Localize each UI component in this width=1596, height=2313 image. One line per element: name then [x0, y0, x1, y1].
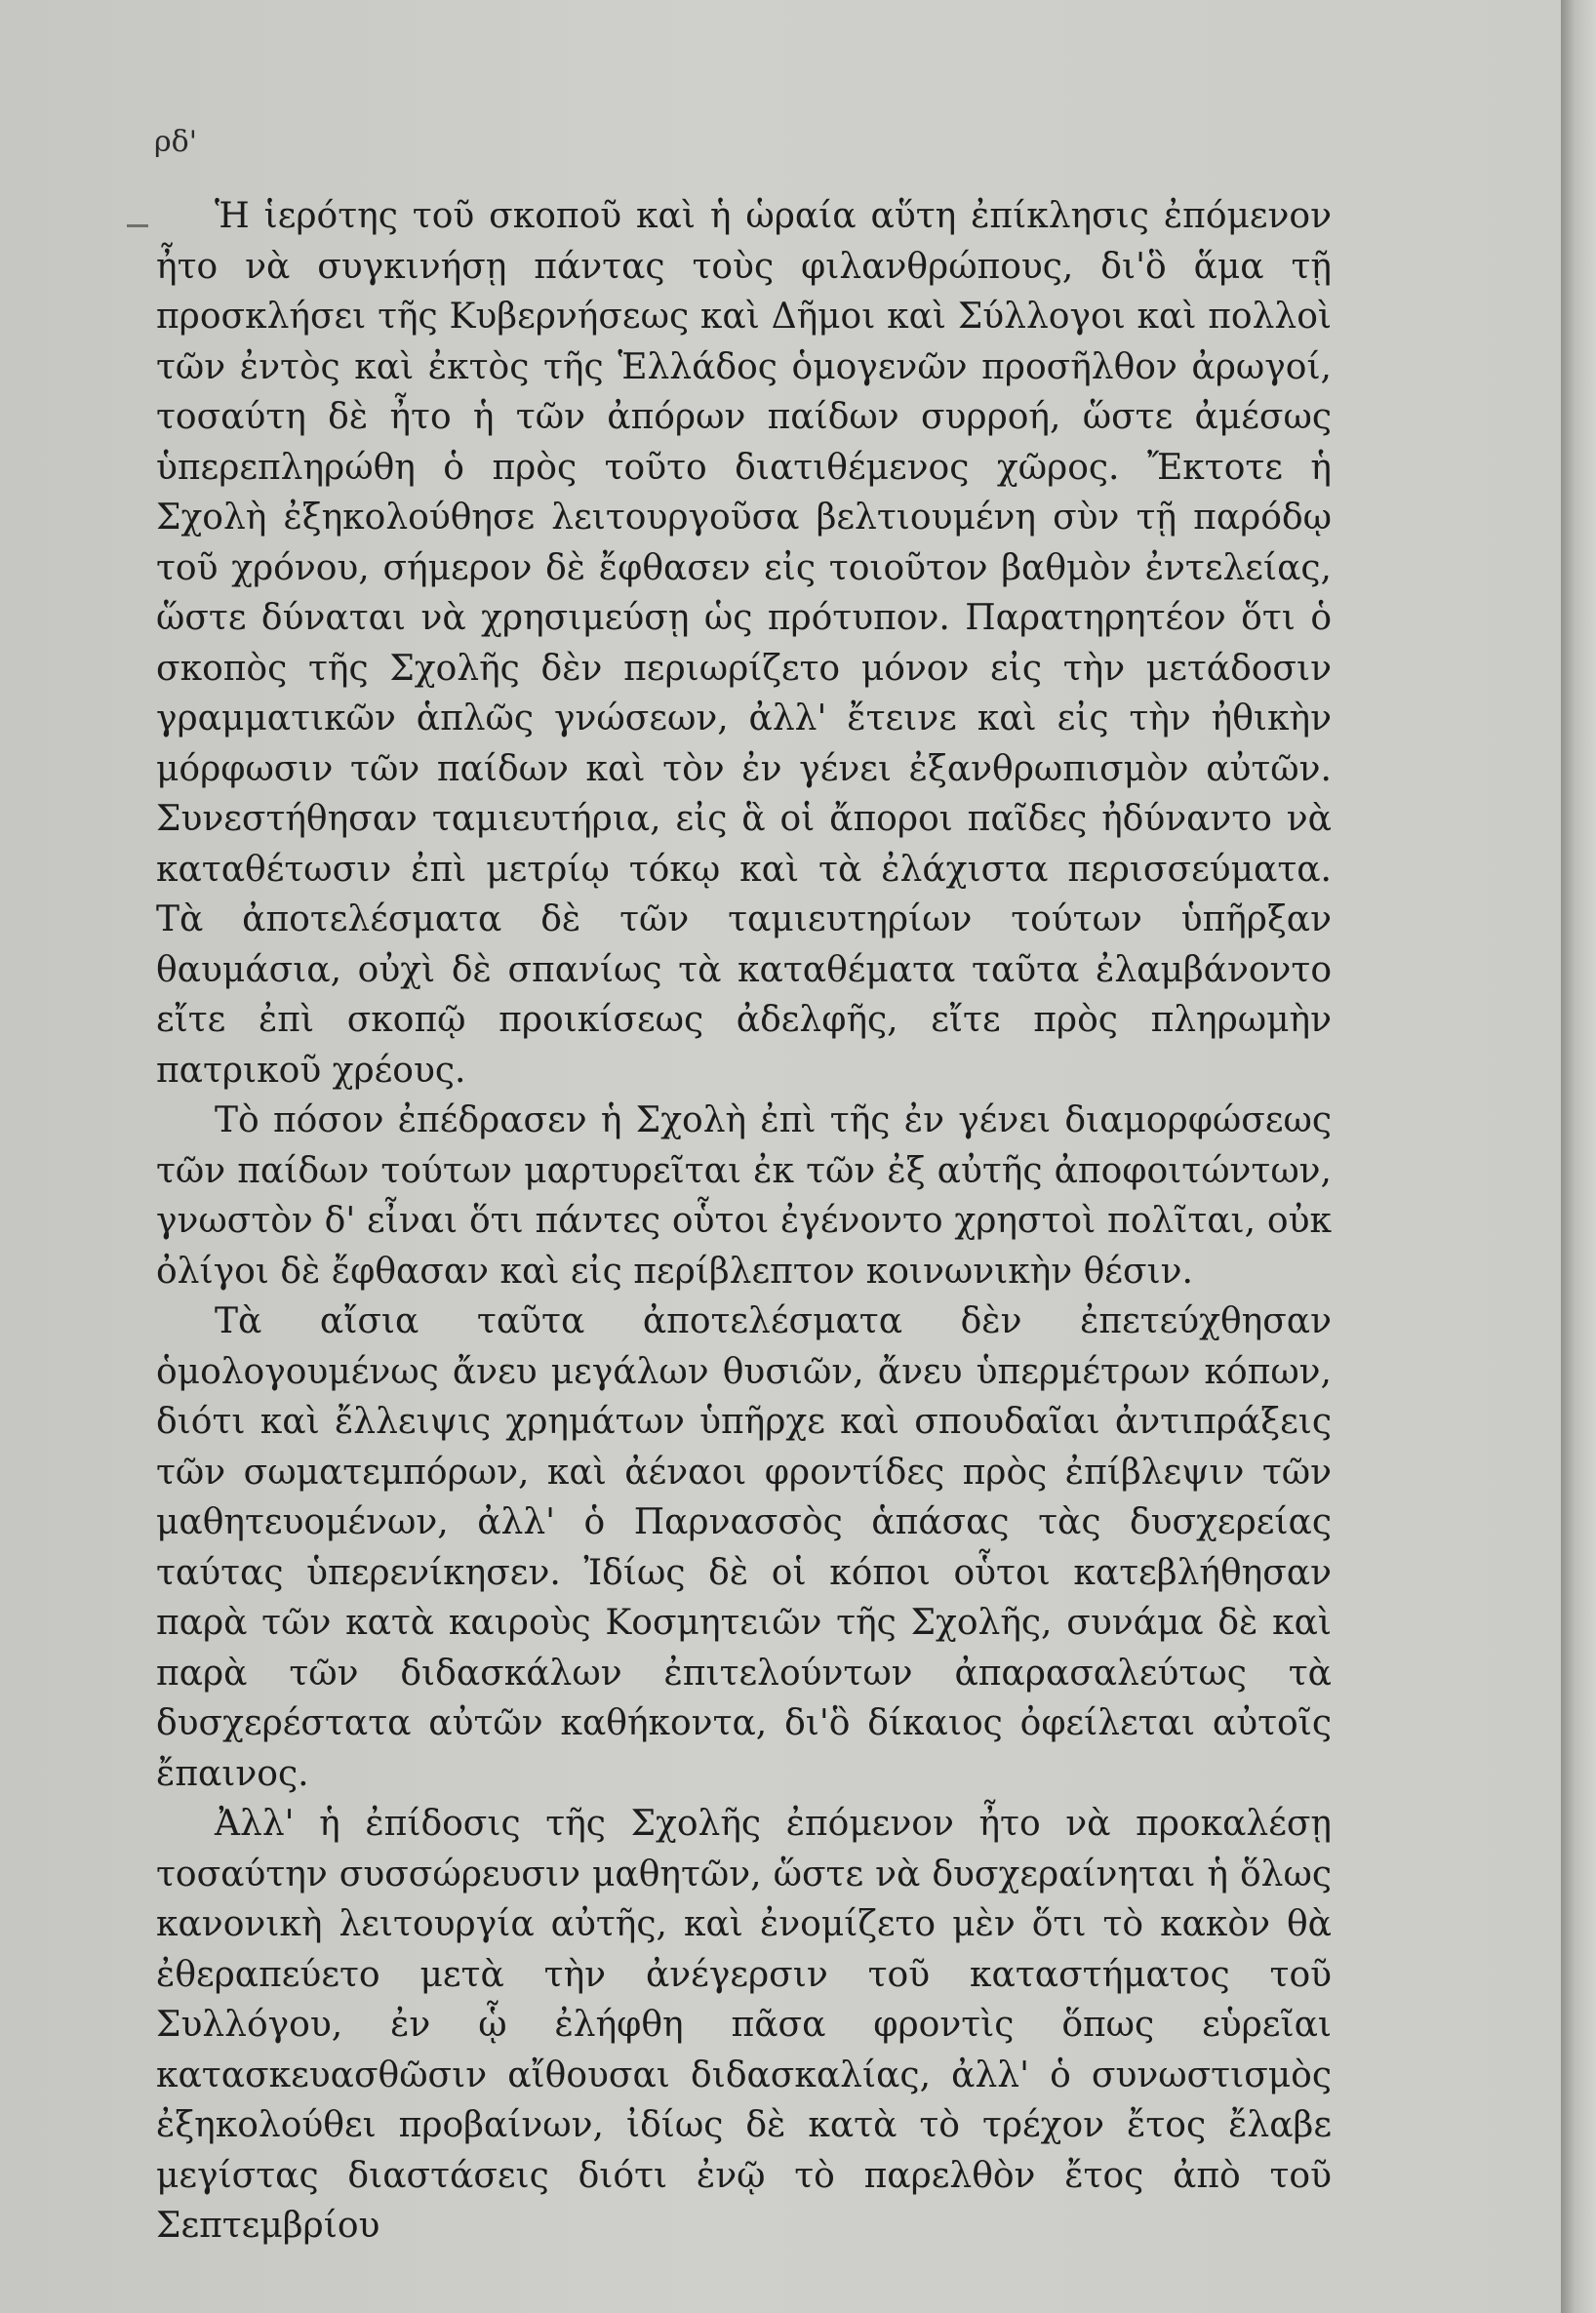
page-edge-shadow	[1561, 0, 1596, 2313]
paragraph-2: Τὸ πόσον ἐπέδρασεν ἡ Σχολὴ ἐπὶ τῆς ἐν γένει διαμορφώσεως τῶν παίδων τούτων μαρτυρεῖται ἐκ τῶν ἐξ αὐτῆς ἀποφοιτώντων, γνωστὸν δ' εἶναι ὅτι πάντες οὗτοι ἐγένοντο χρηστοὶ πολῖται, οὐκ ὀλίγοι δὲ ἔφθασαν καὶ εἰς περίβλεπτον κοινωνικὴν θέσιν.	[156, 1100, 1332, 1292]
paragraph-1: Ἡ ἱερότης τοῦ σκοποῦ καὶ ἡ ὡραία αὕτη ἐπίκλησις ἐπόμενον ἦτο νὰ συγκινήσῃ πάντας τοὺς φιλανθρώπους, δι'ὃ ἅμα τῇ προσκλήσει τῆς Κυβερνήσεως καὶ Δῆμοι καὶ Σύλλογοι καὶ πολλοὶ τῶν ἐντὸς καὶ ἐκτὸς τῆς Ἑλλάδος ὁμογενῶν προσῆλθον ἀρωγοί, τοσαύτη δὲ ἦτο ἡ τῶν ἀπόρων παίδων συρροή, ὥστε ἀμέσως ὑπερεπληρώθη ὁ πρὸς τοῦτο διατιθέμενος χῶρος. Ἔκτοτε ἡ Σχολὴ ἐξηκολούθησε λειτουργοῦσα βελτιουμένη σὺν τῇ παρόδῳ τοῦ χρόνου, σήμερον δὲ ἔφθασεν εἰς τοιοῦτον βαθμὸν ἐντελείας, ὥστε δύναται νὰ χρησιμεύσῃ ὡς πρότυπον. Παρατηρητέον ὅτι ὁ σκοπὸς τῆς Σχολῆς δὲν περιωρίζετο μόνον εἰς τὴν μετάδοσιν γραμματικῶν ἁπλῶς γνώσεων, ἀλλ' ἔτεινε καὶ εἰς τὴν ἠθικὴν μόρφωσιν τῶν παίδων καὶ τὸν ἐν γένει ἐξανθρωπισμὸν αὐτῶν. Συνεστήθησαν ταμιευτήρια, εἰς ἃ οἱ ἄποροι παῖδες ἠδύναντο νὰ καταθέτωσιν ἐπὶ μετρίῳ τόκῳ καὶ τὰ ἐλάχιστα περισσεύματα. Τὰ ἀποτελέσματα δὲ τῶν ταμιευτηρίων τούτων ὑπῆρξαν θαυμάσια, οὐχὶ δὲ σπανίως τὰ καταθέματα ταῦτα ἐλαμβάνοντο εἴτε ἐπὶ σκοπῷ προικίσεως ἀδελφῆς, εἴτε πρὸς πληρωμὴν πατρικοῦ χρέους.	[156, 196, 1332, 1091]
paragraph-3: Τὰ αἴσια ταῦτα ἀποτελέσματα δὲν ἐπετεύχθησαν ὁμολογουμένως ἄνευ μεγάλων θυσιῶν, ἄνευ ὑπερμέτρων κόπων, διότι καὶ ἔλλειψις χρημάτων ὑπῆρχε καὶ σπουδαῖαι ἀντιπράξεις τῶν σωματεμπόρων, καὶ ἀέναοι φροντίδες πρὸς ἐπίβλεψιν τῶν μαθητευομένων, ἀλλ' ὁ Παρνασσὸς ἁπάσας τὰς δυσχερείας ταύτας ὑπερενίκησεν. Ἰδίως δὲ οἱ κόποι οὗτοι κατεβλήθησαν παρὰ τῶν κατὰ καιροὺς Κοσμητειῶν τῆς Σχολῆς, συνάμα δὲ καὶ παρὰ τῶν διδασκάλων ἐπιτελούντων ἀπαρασαλεύτως τὰ δυσχερέστατα αὐτῶν καθήκοντα, δι'ὃ δίκαιος ὀφείλεται αὐτοῖς ἔπαινος.	[156, 1301, 1332, 1794]
margin-mark	[127, 224, 148, 227]
paragraph-4: Ἀλλ' ἡ ἐπίδοσις τῆς Σχολῆς ἐπόμενον ἦτο νὰ προκαλέσῃ τοσαύτην συσσώρευσιν μαθητῶν, ὥστε νὰ δυσχεραίνηται ἡ ὅλως κανονικὴ λειτουργία αὐτῆς, καὶ ἐνομίζετο μὲν ὅτι τὸ κακὸν θὰ ἐθεραπεύετο μετὰ τὴν ἀνέγερσιν τοῦ καταστήματος τοῦ Συλλόγου, ἐν ᾧ ἐλήφθη πᾶσα φροντὶς ὅπως εὑρεῖαι κατασκευασθῶσιν αἴθουσαι διδασκαλίας, ἀλλ' ὁ συνωστισμὸς ἐξηκολούθει προβαίνων, ἰδίως δὲ κατὰ τὸ τρέχον ἔτος ἔλαβε μεγίστας διαστάσεις διότι ἐνῷ τὸ παρελθὸν ἔτος ἀπὸ τοῦ Σεπτεμβρίου	[156, 1804, 1332, 2246]
body-text	[156, 191, 1332, 2252]
page-number: ρδ'	[154, 125, 197, 159]
